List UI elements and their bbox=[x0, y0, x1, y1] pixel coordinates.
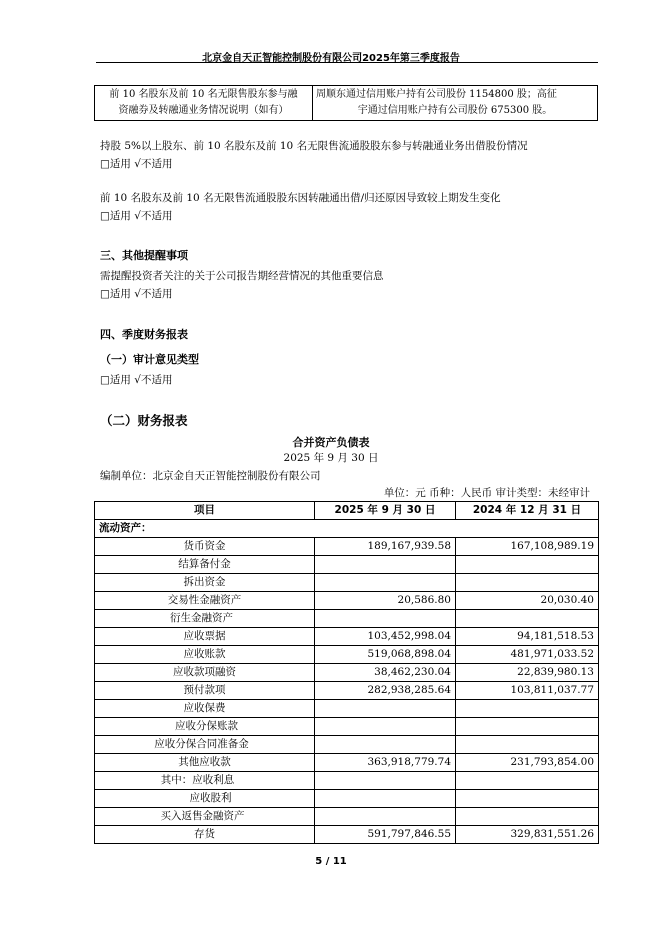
row-current-value bbox=[315, 610, 456, 628]
row-current-value bbox=[315, 718, 456, 736]
row-prior-value bbox=[456, 700, 599, 718]
table-row bbox=[95, 718, 599, 736]
balance-sheet-table bbox=[94, 501, 599, 844]
section-row bbox=[95, 520, 599, 538]
row-prior-value: 22,839,980.13 bbox=[456, 664, 599, 682]
balance-sheet-date: 2025 年 9 月 30 日 bbox=[283, 452, 379, 464]
row-item-label: 拆出资金 bbox=[95, 574, 315, 592]
note-label-cell bbox=[95, 86, 313, 121]
row-prior-value bbox=[456, 790, 599, 808]
note-value-line2: 宇通过信用账户持有公司股份 675300 股。 bbox=[357, 105, 553, 116]
change-title: 前 10 名股东及前 10 名无限售流通股股东因转融通出借/归还原因导致较上期发生变化 bbox=[100, 192, 501, 204]
section-3-option: □适用 √不适用 bbox=[100, 288, 173, 300]
balance-sheet-company: 编制单位：北京金自天正智能控制股份有限公司 bbox=[100, 470, 321, 482]
row-prior-value bbox=[456, 556, 599, 574]
row-item-label: 存货 bbox=[95, 826, 315, 844]
row-prior-value: 20,030.40 bbox=[456, 592, 599, 610]
table-header-row bbox=[95, 502, 599, 520]
row-prior-value: 103,811,037.77 bbox=[456, 682, 599, 700]
row-prior-value: 167,108,989.19 bbox=[456, 538, 599, 556]
audit-opinion-heading: （一）审计意见类型 bbox=[100, 353, 199, 366]
change-option: □适用 √不适用 bbox=[100, 210, 173, 222]
row-current-value: 519,068,898.04 bbox=[315, 646, 456, 664]
note-value-line1: 周顺东通过信用账户持有公司股份 1154800 股；高征 bbox=[316, 89, 557, 100]
financial-statements-heading: （二）财务报表 bbox=[100, 413, 188, 428]
row-prior-value bbox=[456, 574, 599, 592]
table-row bbox=[95, 808, 599, 826]
table-row bbox=[95, 664, 599, 682]
note-value-cell bbox=[313, 86, 598, 121]
row-current-value: 189,167,939.58 bbox=[315, 538, 456, 556]
shareholder-note-table bbox=[94, 85, 598, 121]
table-row bbox=[95, 538, 599, 556]
row-item-label: 交易性金融资产 bbox=[95, 592, 315, 610]
row-current-value: 363,918,779.74 bbox=[315, 754, 456, 772]
row-current-value: 282,938,285.64 bbox=[315, 682, 456, 700]
row-current-value bbox=[315, 772, 456, 790]
column-header-item: 项目 bbox=[95, 502, 315, 520]
table-row bbox=[95, 754, 599, 772]
row-prior-value bbox=[456, 736, 599, 754]
row-item-label: 货币资金 bbox=[95, 538, 315, 556]
table-row bbox=[95, 790, 599, 808]
row-current-value bbox=[315, 736, 456, 754]
column-header-current: 2025 年 9 月 30 日 bbox=[315, 502, 456, 520]
table-row bbox=[95, 574, 599, 592]
balance-sheet-title: 合并资产负债表 bbox=[292, 436, 370, 449]
section-3-heading: 三、其他提醒事项 bbox=[100, 249, 188, 262]
table-row bbox=[95, 86, 598, 121]
note-label-line1: 前 10 名股东及前 10 名无限售股东参与融 bbox=[109, 89, 298, 100]
lending-title: 持股 5%以上股东、前 10 名股东及前 10 名无限售流通股股东参与转融通业务出借股份情况 bbox=[100, 140, 528, 152]
section-4-heading: 四、季度财务报表 bbox=[100, 328, 188, 341]
row-item-label: 结算备付金 bbox=[95, 556, 315, 574]
row-prior-value bbox=[456, 808, 599, 826]
report-header: 北京金自天正智能控制股份有限公司2025年第三季度报告 bbox=[202, 53, 460, 64]
row-prior-value bbox=[456, 610, 599, 628]
audit-opinion-option: □适用 √不适用 bbox=[100, 374, 173, 386]
row-current-value bbox=[315, 790, 456, 808]
row-current-value: 103,452,998.04 bbox=[315, 628, 456, 646]
table-row bbox=[95, 772, 599, 790]
row-prior-value bbox=[456, 718, 599, 736]
table-row bbox=[95, 628, 599, 646]
table-row bbox=[95, 592, 599, 610]
table-row bbox=[95, 646, 599, 664]
row-item-label: 应收账款 bbox=[95, 646, 315, 664]
row-current-value: 591,797,846.55 bbox=[315, 826, 456, 844]
row-prior-value: 231,793,854.00 bbox=[456, 754, 599, 772]
page-number: 5 / 11 bbox=[315, 856, 347, 867]
row-prior-value bbox=[456, 772, 599, 790]
row-item-label: 应收款项融资 bbox=[95, 664, 315, 682]
row-item-label: 应收保费 bbox=[95, 700, 315, 718]
row-item-label: 买入返售金融资产 bbox=[95, 808, 315, 826]
table-row bbox=[95, 826, 599, 844]
row-item-label: 应收分保合同准备金 bbox=[95, 736, 315, 754]
row-item-label: 其他应收款 bbox=[95, 754, 315, 772]
row-item-label: 应收股利 bbox=[95, 790, 315, 808]
row-item-label: 其中：应收利息 bbox=[95, 772, 315, 790]
row-current-value: 20,586.80 bbox=[315, 592, 456, 610]
row-current-value bbox=[315, 700, 456, 718]
row-current-value: 38,462,230.04 bbox=[315, 664, 456, 682]
lending-option: □适用 √不适用 bbox=[100, 158, 173, 170]
note-label-line2: 资融券及转融通业务情况说明（如有） bbox=[118, 105, 289, 116]
row-item-label: 应收票据 bbox=[95, 628, 315, 646]
row-prior-value: 94,181,518.53 bbox=[456, 628, 599, 646]
column-header-prior: 2024 年 12 月 31 日 bbox=[456, 502, 599, 520]
row-current-value bbox=[315, 574, 456, 592]
row-current-value bbox=[315, 556, 456, 574]
table-row bbox=[95, 556, 599, 574]
table-row bbox=[95, 610, 599, 628]
row-prior-value: 481,971,033.52 bbox=[456, 646, 599, 664]
section-current-assets: 流动资产： bbox=[95, 520, 599, 538]
table-row bbox=[95, 700, 599, 718]
table-row bbox=[95, 736, 599, 754]
section-3-desc: 需提醒投资者关注的关于公司报告期经营情况的其他重要信息 bbox=[100, 270, 384, 282]
row-item-label: 预付款项 bbox=[95, 682, 315, 700]
row-item-label: 衍生金融资产 bbox=[95, 610, 315, 628]
table-row bbox=[95, 682, 599, 700]
balance-sheet-meta: 单位：元 币种：人民币 审计类型：未经审计 bbox=[383, 487, 590, 499]
row-prior-value: 329,831,551.26 bbox=[456, 826, 599, 844]
header-divider bbox=[96, 62, 598, 63]
row-item-label: 应收分保账款 bbox=[95, 718, 315, 736]
row-current-value bbox=[315, 808, 456, 826]
